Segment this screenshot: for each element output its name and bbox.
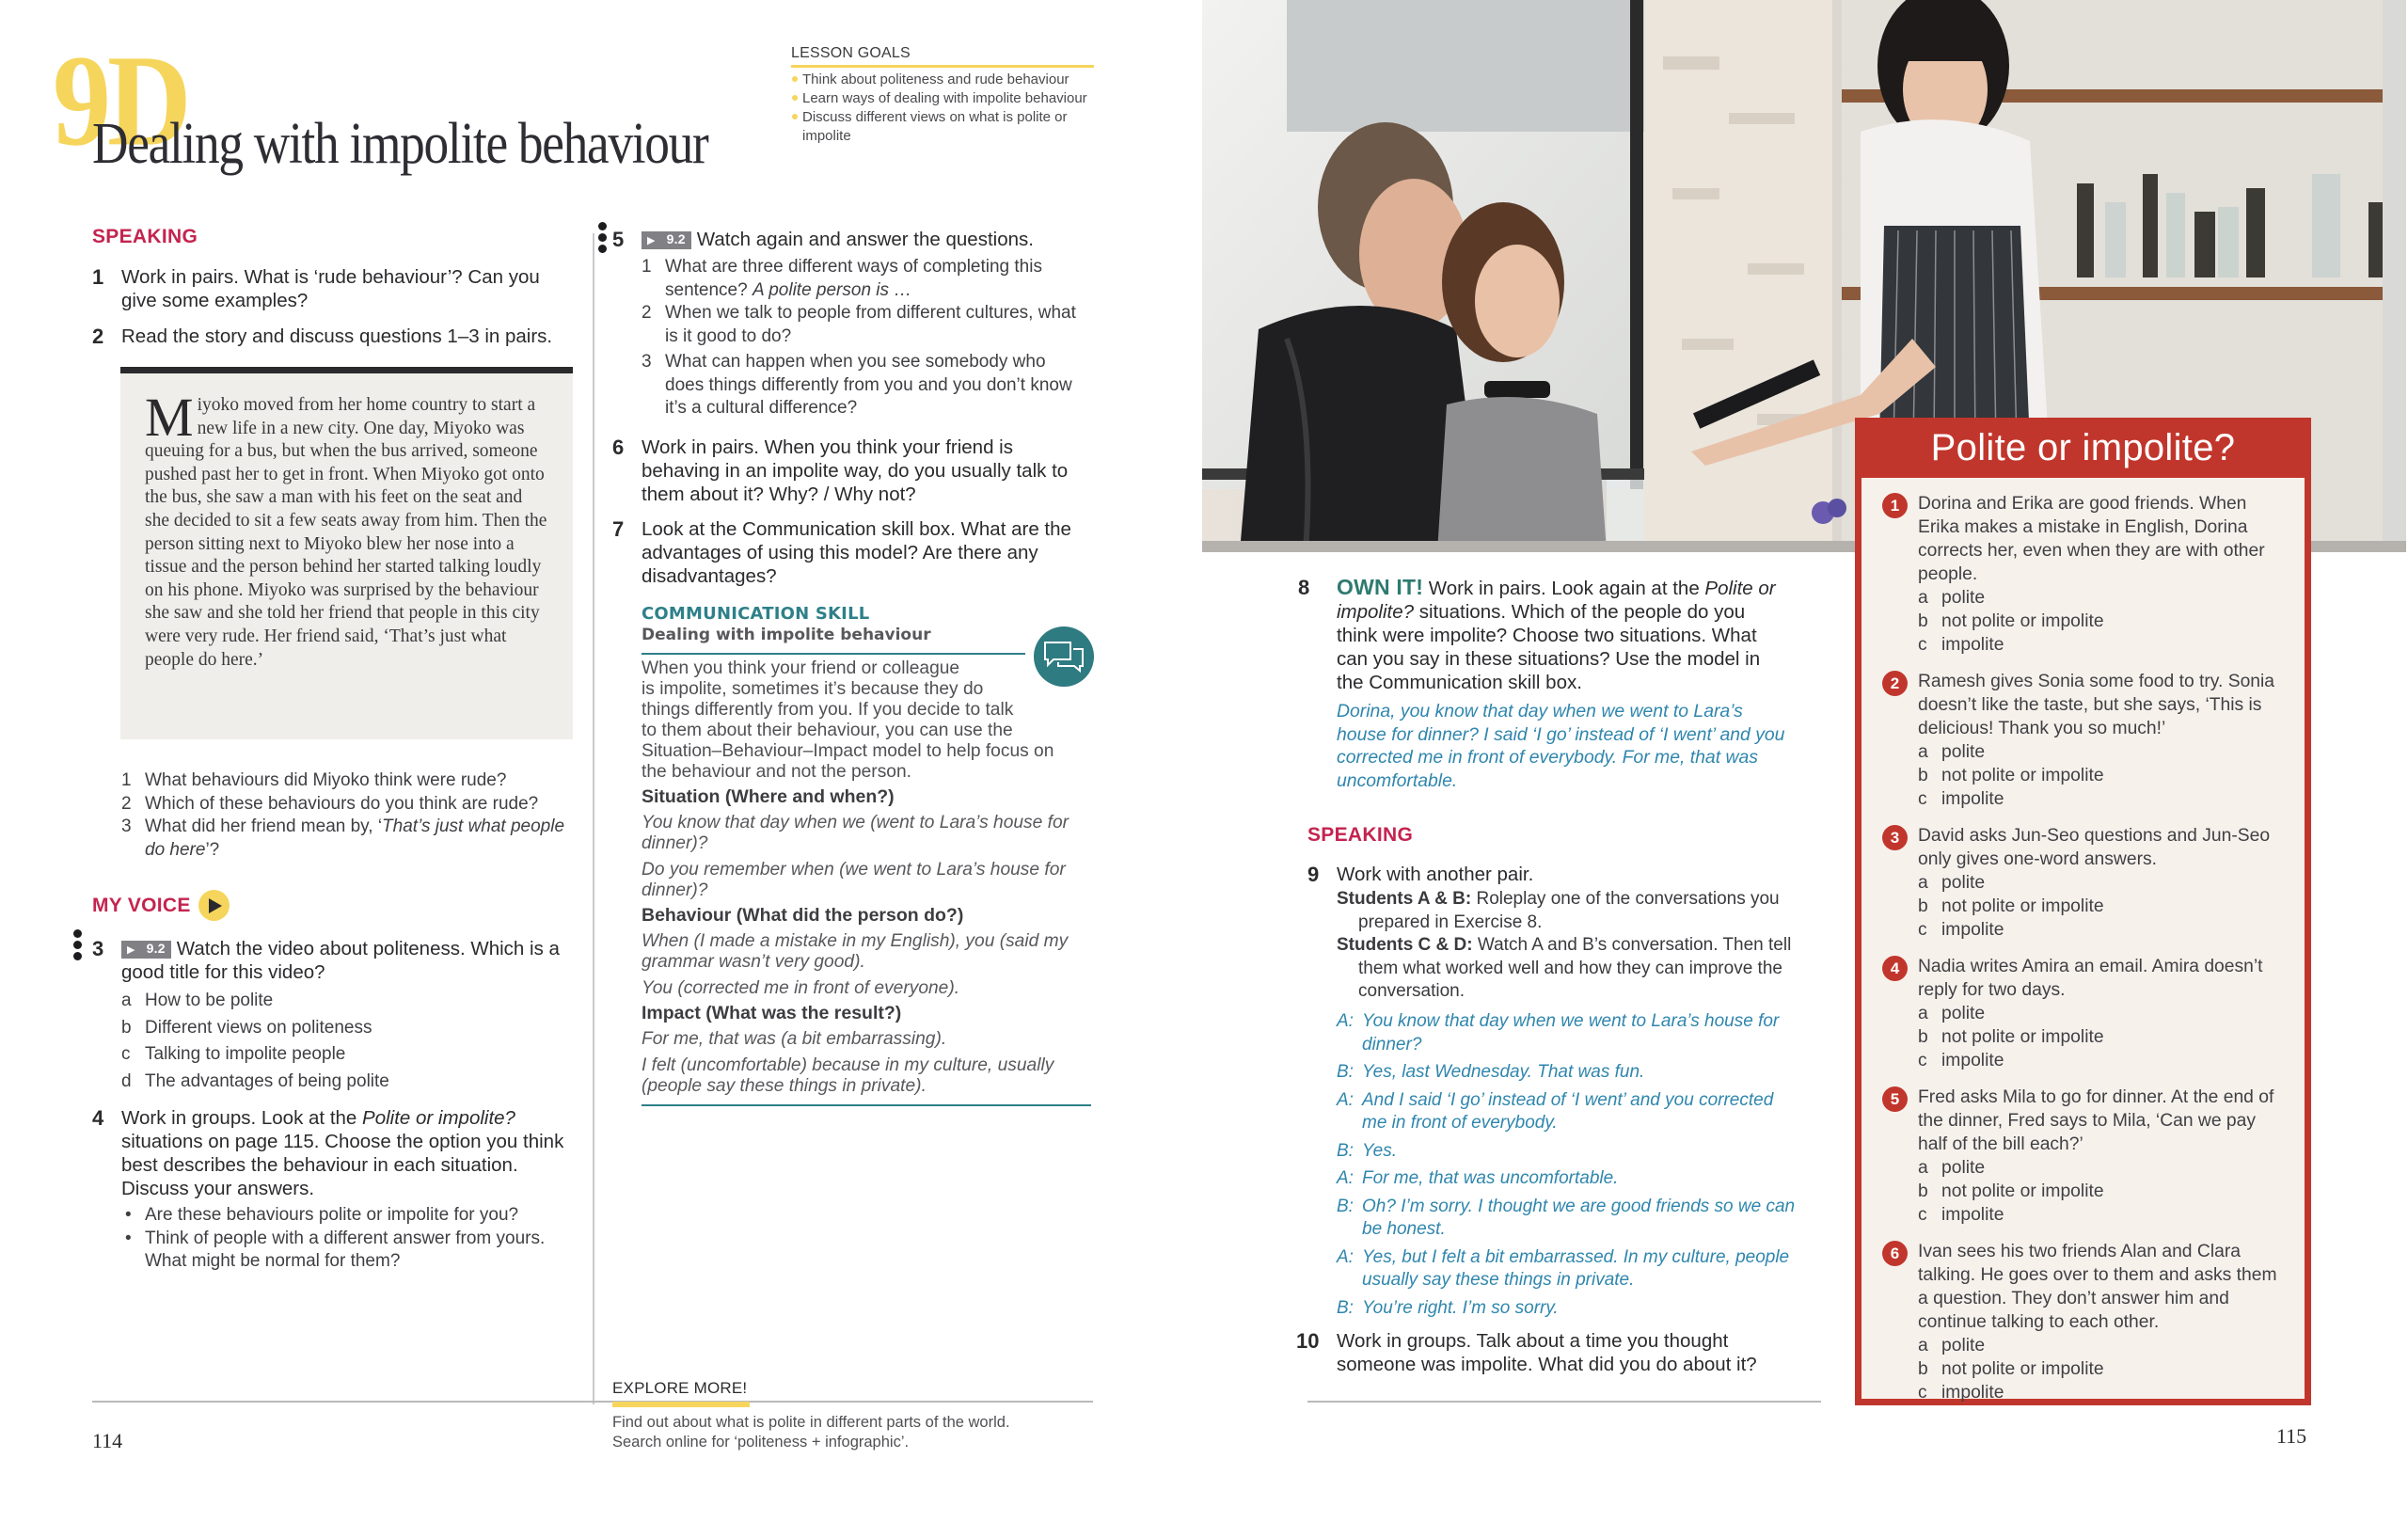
play-icon: ▶ xyxy=(127,944,135,956)
option-text: not polite or impolite xyxy=(1941,1181,2104,1201)
situation-number-badge: 6 xyxy=(1882,1241,1908,1266)
option-letter: a xyxy=(1918,1158,1928,1178)
answer-option[interactable] xyxy=(1918,1203,2286,1227)
option-letter: b xyxy=(1918,1359,1928,1379)
comm-skill-subtitle: Dealing with impolite behaviour xyxy=(642,626,931,644)
option-text: polite xyxy=(1941,742,1986,762)
answer-option[interactable] xyxy=(1918,1025,2286,1049)
option-letter: a xyxy=(1918,1004,1928,1023)
story-text xyxy=(145,387,548,672)
answer-option[interactable] xyxy=(1918,1002,2286,1025)
video-badge[interactable]: ▶ 9.2 xyxy=(121,941,171,959)
comm-intro-line: things differently from you. If you decide to talk xyxy=(642,700,1014,720)
exercise-text: Look at the Communication skill box. What are the advantages of using this model? Are there any disadvantages? xyxy=(642,518,1071,587)
option-letter: c xyxy=(1918,1205,1927,1225)
speech-bubbles-icon xyxy=(1034,626,1094,687)
lesson-goal-item: Discuss different views on what is polite or impolite xyxy=(791,108,1094,146)
play-icon[interactable] xyxy=(198,890,230,921)
column-divider xyxy=(593,233,594,1404)
video-badge[interactable]: ▶ 9.2 xyxy=(642,231,691,249)
footer-rule xyxy=(1307,1401,1821,1403)
answer-option[interactable] xyxy=(1918,1156,2286,1180)
my-voice-label: MY VOICE xyxy=(92,894,191,916)
situation-number-badge: 1 xyxy=(1882,493,1908,518)
polite-box-title: Polite or impolite? xyxy=(1930,426,2236,468)
situation-item xyxy=(1880,1086,2286,1227)
bullet-item: • Are these behaviours polite or impolite for you? xyxy=(121,1204,573,1228)
answer-option[interactable] xyxy=(1918,610,2286,633)
drop-cap: M xyxy=(145,387,194,448)
option-letter: c xyxy=(1918,920,1927,940)
answer-option[interactable] xyxy=(1918,871,2286,895)
exercise-8-example: Dorina, you know that day when we went to Lara’s house for dinner? I said ‘I go’ instead of ‘I went’ and you corrected me in front of everybody. For me, that was uncomfortable. xyxy=(1337,701,1785,791)
option-text: polite xyxy=(1941,588,1986,608)
option-letter: c xyxy=(1918,789,1927,809)
answer-option[interactable] xyxy=(1918,740,2286,764)
option-letter: b xyxy=(1918,766,1928,785)
exercise-4 xyxy=(92,1106,574,1200)
divider xyxy=(642,653,1025,655)
story-box xyxy=(120,367,573,739)
situation-text: Ivan sees his two friends Alan and Clara talking. He goes over to them and asks them a question. They don’t answer him and continue talking to each other. xyxy=(1918,1242,2277,1332)
exercise-8 xyxy=(1298,576,1787,694)
exercise-number: 8 xyxy=(1298,576,1310,599)
situation-text: David asks Jun-Seo questions and Jun-Seo only gives one-word answers. xyxy=(1918,826,2271,869)
option-item: d The advantages of being polite xyxy=(121,1070,389,1091)
exercise-number: 3 xyxy=(92,937,104,960)
situation-item xyxy=(1880,824,2286,942)
question-item: 2 Which of these behaviours do you think are rude? xyxy=(121,793,539,814)
comm-example: You know that day when we (went to Lara’s house for dinner)? xyxy=(642,813,1069,853)
option-letter: c xyxy=(1918,1383,1927,1403)
bullet-item: • Think of people with a different answer from yours. What might be normal for them? xyxy=(125,1228,546,1271)
exercise-text: Work in pairs. What is ‘rude behaviour’? Can you give some examples? xyxy=(121,266,540,311)
situation-number-badge: 5 xyxy=(1882,1086,1908,1112)
lesson-goal-item: Think about politeness and rude behaviour xyxy=(791,71,1094,89)
option-text: impolite xyxy=(1941,920,2004,940)
comm-example: Do you remember when (we went to Lara’s house for dinner)? xyxy=(642,860,1066,900)
speaking-heading: SPEAKING xyxy=(92,226,198,247)
lesson-goals xyxy=(791,45,1094,146)
exercise-number: 5 xyxy=(612,228,625,251)
exercise-9 xyxy=(1307,863,1797,886)
difficulty-dots-icon xyxy=(73,929,81,963)
answer-option[interactable] xyxy=(1918,633,2286,657)
footer-rule xyxy=(92,1401,1093,1403)
answer-option[interactable] xyxy=(1918,1381,2286,1404)
exercise-7 xyxy=(612,517,1087,588)
comm-intro-line: is impolite, sometimes it’s because they do xyxy=(642,679,984,699)
answer-option[interactable] xyxy=(1918,918,2286,942)
play-icon: ▶ xyxy=(647,235,656,246)
exercise-3-options xyxy=(121,990,573,1097)
comm-example: For me, that was (a bit embarrassing). xyxy=(642,1029,947,1049)
option-text: impolite xyxy=(1941,1051,2004,1070)
divider xyxy=(642,1104,1091,1106)
option-letter: b xyxy=(1918,896,1928,916)
comm-section-heading: Situation (Where and when?) xyxy=(642,786,895,807)
dialog-line: B: Yes, last Wednesday. That was fun. xyxy=(1337,1062,1645,1082)
situation-item xyxy=(1880,955,2286,1072)
exercise-number: 10 xyxy=(1296,1329,1320,1353)
option-letter: c xyxy=(1918,1051,1927,1070)
comm-section-heading: Behaviour (What did the person do?) xyxy=(642,905,964,926)
option-text: not polite or impolite xyxy=(1941,766,2104,785)
bullet-icon: • xyxy=(125,1205,132,1225)
explore-underline xyxy=(612,1402,750,1407)
exercise-1 xyxy=(92,265,574,312)
situation-number-badge: 3 xyxy=(1882,825,1908,850)
exercise-number: 9 xyxy=(1307,863,1320,886)
dialog-line: B: Oh? I’m sorry. I thought we are good friends so we can be honest. xyxy=(1337,1196,1796,1239)
explore-more-title: EXPLORE MORE! xyxy=(612,1379,748,1397)
situation-item xyxy=(1880,1240,2286,1404)
difficulty-dots-icon xyxy=(598,222,606,256)
exercise-9-dialog xyxy=(1337,1010,1798,1324)
dialog-line: A: Yes, but I felt a bit embarrassed. In my culture, people usually say these things in private. xyxy=(1337,1246,1790,1290)
exercise-text: Watch the video about politeness. Which is a good title for this video? xyxy=(121,938,560,983)
option-text: impolite xyxy=(1941,635,2004,655)
exercise-5 xyxy=(612,228,1101,251)
option-text: impolite xyxy=(1941,789,2004,809)
option-text: not polite or impolite xyxy=(1941,896,2104,916)
option-text: impolite xyxy=(1941,1205,2004,1225)
comm-intro-line: the behaviour and not the person. xyxy=(642,762,911,782)
option-letter: a xyxy=(1918,1336,1928,1356)
option-text: polite xyxy=(1941,1336,1986,1356)
communication-skill-box xyxy=(642,604,1091,1106)
exercise-10 xyxy=(1296,1329,1804,1376)
exercise-text: Read the story and discuss questions 1–3 in pairs. xyxy=(121,325,553,347)
situation-number-badge: 4 xyxy=(1882,956,1908,981)
story-body: iyoko moved from her home country to start a new life in a new city. One day, Miyoko was queuing for a bus, but when the bus arrived, someone pushed past her to get in front. When Miyoko got onto the bus, she saw a man with his feet on the seat and she decided to sit a few seats away from him. Then the person sitting next to Miyoko blew her nose into a tissue and the person behind her started talking loudly on his phone. Miyoko was surprised by the behaviour she saw and she told her friend that people in this city were very rude. Her friend said, ‘That’s just what people do here.’ xyxy=(145,395,547,670)
option-letter: b xyxy=(1918,1181,1928,1201)
answer-option[interactable] xyxy=(1918,1049,2286,1072)
exercise-number: 1 xyxy=(92,265,104,289)
exercise-5-questions xyxy=(642,256,1084,420)
exercise-4-bullets xyxy=(121,1204,573,1274)
dialog-line: B: You’re right. I’m so sorry. xyxy=(1337,1297,1559,1318)
exercise-number: 7 xyxy=(612,517,625,541)
page-number-right: 115 xyxy=(2276,1424,2307,1448)
dialog-line: B: Yes. xyxy=(1337,1140,1397,1161)
comm-intro-line: When you think your friend or colleague xyxy=(642,658,960,678)
speaking-heading: SPEAKING xyxy=(1307,824,1414,846)
comm-example: You (corrected me in front of everyone). xyxy=(642,978,960,998)
option-item: c Talking to impolite people xyxy=(121,1044,346,1064)
option-text: polite xyxy=(1941,873,1986,893)
exercise-3 xyxy=(92,937,574,984)
question-item: 2 When we talk to people from different cultures, what is it good to do? xyxy=(642,303,1076,346)
role-item: Students A & B: Roleplay one of the conversations you prepared in Exercise 8. xyxy=(1337,889,1780,932)
exercise-text: Work in pairs. When you think your friend is behaving in an impolite way, do you usually talk to them about it? Why? / Why not? xyxy=(642,436,1069,505)
my-voice-heading xyxy=(92,890,230,921)
situation-text: Fred asks Mila to go for dinner. At the end of the dinner, Fred says to Mila, ‘Can we pay half of the bill each?’ xyxy=(1918,1087,2274,1154)
answer-option[interactable] xyxy=(1918,1334,2286,1357)
question-item: 1 What behaviours did Miyoko think were rude? xyxy=(121,770,507,790)
answer-option[interactable] xyxy=(1918,586,2286,610)
answer-option[interactable] xyxy=(1918,787,2286,811)
exercise-text: Work with another pair. xyxy=(1337,864,1534,885)
role-item: Students C & D: Watch A and B’s conversation. Then tell them what worked well and how they can improve the conversation. xyxy=(1337,935,1792,1001)
situation-text: Nadia writes Amira an email. Amira doesn’t reply for two days. xyxy=(1918,957,2263,1000)
polite-or-impolite-box xyxy=(1855,418,2311,1405)
question-item: 3 What did her friend mean by, ‘That’s just what people do here’? xyxy=(121,817,565,860)
dialog-line: A: And I said ‘I go’ instead of ‘I went’ and you corrected me in front of everybody. xyxy=(1337,1089,1774,1133)
exercise-text: Work in groups. Look at the Polite or impolite? situations on page 115. Choose the option you think best describes the behaviour in each situation. Discuss your answers. xyxy=(121,1107,564,1199)
option-text: not polite or impolite xyxy=(1941,1359,2104,1379)
option-text: impolite xyxy=(1941,1383,2004,1403)
option-item: b Different views on politeness xyxy=(121,1017,372,1038)
answer-option[interactable] xyxy=(1918,1180,2286,1203)
option-text: polite xyxy=(1941,1004,1986,1023)
exercise-number: 4 xyxy=(92,1106,104,1130)
option-letter: a xyxy=(1918,588,1928,608)
option-text: not polite or impolite xyxy=(1941,611,2104,631)
comm-example: I felt (uncomfortable) because in my culture, usually (people say these things in private). xyxy=(642,1055,1054,1096)
exercise-2 xyxy=(92,325,581,348)
comm-skill-title: COMMUNICATION SKILL xyxy=(642,604,870,624)
situation-item xyxy=(1880,670,2286,811)
option-text: not polite or impolite xyxy=(1941,1027,2104,1047)
comm-section-heading: Impact (What was the result?) xyxy=(642,1003,902,1023)
question-item: 3 What can happen when you see somebody who does things differently from you and you don’t know it’s a cultural difference? xyxy=(642,352,1072,418)
option-item: a How to be polite xyxy=(121,991,274,1010)
lesson-goals-title: LESSON GOALS xyxy=(791,45,1094,68)
exercise-6 xyxy=(612,436,1094,506)
exercise-text: OWN IT! Work in pairs. Look again at the Polite or impolite? situations. Which of the people do you think were impolite? Choose two situations. What can you say in these situations? Use the model in the Communication skill box. xyxy=(1337,575,1776,693)
comm-intro-line: Situation–Behaviour–Impact model to help focus on xyxy=(642,741,1054,761)
situation-text: Ramesh gives Sonia some food to try. Sonia doesn’t like the taste, but she says, ‘This is delicious! Thank you so much!’ xyxy=(1918,672,2275,738)
page-number-left: 114 xyxy=(92,1429,123,1452)
bullet-icon: • xyxy=(125,1228,132,1248)
situation-text: Dorina and Erika are good friends. When Erika makes a mistake in English, Dorina corrects her, even when they are with other people. xyxy=(1918,494,2265,584)
situation-number-badge: 2 xyxy=(1882,671,1908,696)
exercise-text: Work in groups. Talk about a time you thought someone was impolite. What did you do about it? xyxy=(1337,1330,1757,1375)
story-questions xyxy=(121,769,582,862)
option-letter: a xyxy=(1918,873,1928,893)
option-letter: c xyxy=(1918,635,1927,655)
comm-intro-line: to them about their behaviour, you can use the xyxy=(642,721,1013,740)
unit-code: 9D xyxy=(53,28,188,173)
own-it-label: OWN IT! xyxy=(1337,575,1424,599)
page-title: Dealing with impolite behaviour xyxy=(92,112,708,176)
situation-item xyxy=(1880,492,2286,657)
answer-option[interactable] xyxy=(1918,895,2286,918)
exercise-9-roles xyxy=(1337,888,1793,1004)
option-letter: b xyxy=(1918,1027,1928,1047)
dialog-line: A: For me, that was uncomfortable. xyxy=(1337,1168,1619,1188)
answer-option[interactable] xyxy=(1918,764,2286,787)
explore-more-text: Find out about what is polite in different parts of the world. Search online for ‘politeness + infographic’. xyxy=(612,1414,1010,1451)
answer-option[interactable] xyxy=(1918,1357,2286,1381)
exercise-number: 6 xyxy=(612,436,625,459)
question-item: 1 What are three different ways of completing this sentence? A polite person is … xyxy=(642,257,1042,300)
situations-list xyxy=(1861,478,2305,1403)
option-letter: b xyxy=(1918,611,1928,631)
lesson-goal-item: Learn ways of dealing with impolite behaviour xyxy=(791,89,1094,108)
comm-example: When (I made a mistake in my English), you (said my grammar wasn’t very good). xyxy=(642,931,1069,972)
exercise-number: 2 xyxy=(92,325,104,348)
dialog-line: A: You know that day when we went to Lara’s house for dinner? xyxy=(1337,1011,1780,1054)
exercise-text: Watch again and answer the questions. xyxy=(696,229,1034,250)
option-letter: a xyxy=(1918,742,1928,762)
option-text: polite xyxy=(1941,1158,1986,1178)
